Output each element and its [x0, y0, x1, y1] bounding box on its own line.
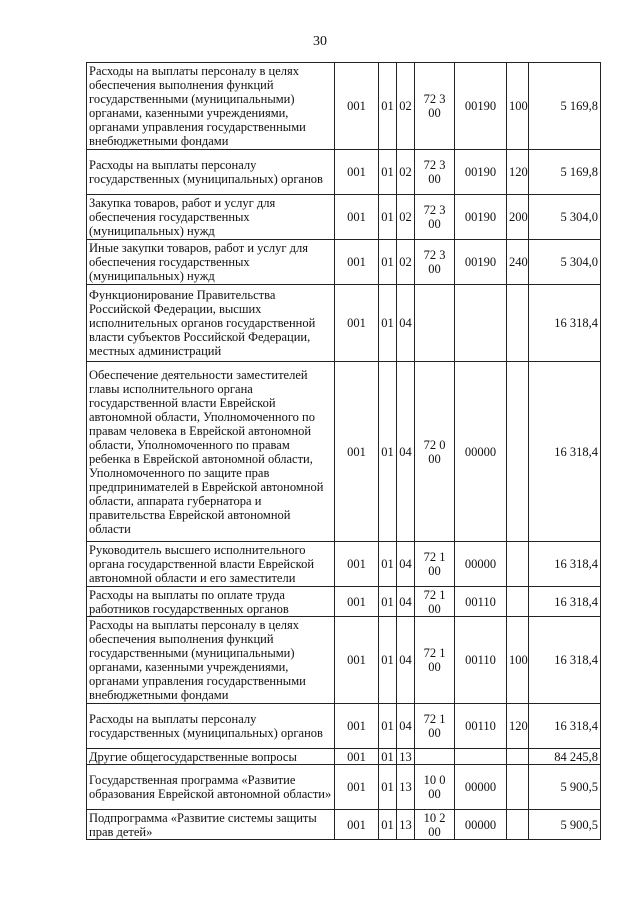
expense-type-code: [507, 362, 529, 542]
direction-code: [455, 749, 507, 765]
amount: 16 318,4: [529, 617, 601, 704]
section-code: 01: [379, 240, 397, 285]
admin-code: 001: [335, 765, 379, 810]
table-row: [87, 240, 601, 285]
table-row: [87, 617, 601, 704]
direction-code: 00190: [455, 150, 507, 195]
section-code: 01: [379, 617, 397, 704]
amount: 16 318,4: [529, 285, 601, 362]
program-code: [415, 749, 455, 765]
direction-code: 00000: [455, 362, 507, 542]
section-code: 01: [379, 362, 397, 542]
subsection-code: 13: [397, 810, 415, 840]
admin-code: 001: [335, 240, 379, 285]
expense-name: Обеспечение деятельности заместителей главы исполнительного органа государственной власти Еврейской автономной области, Уполномоченного по правам человека в Еврейской автономной области, Уполномоченного по правам ребенка в Еврейской автономной области, Уполномоченного по защите прав предпринимателей в Еврейской автономной области, аппарата губернатора и правительства Еврейской автономной области: [87, 362, 335, 542]
program-code: 72 1 00: [415, 542, 455, 587]
section-code: 01: [379, 704, 397, 749]
program-code: 72 3 00: [415, 63, 455, 150]
table-row: [87, 749, 601, 765]
table-row: [87, 542, 601, 587]
amount: 5 169,8: [529, 63, 601, 150]
expense-type-code: [507, 285, 529, 362]
subsection-code: 04: [397, 542, 415, 587]
expense-type-code: 100: [507, 617, 529, 704]
admin-code: 001: [335, 587, 379, 617]
amount: 16 318,4: [529, 704, 601, 749]
expense-type-code: [507, 765, 529, 810]
subsection-code: 04: [397, 617, 415, 704]
admin-code: 001: [335, 810, 379, 840]
table-row: [87, 63, 601, 150]
program-code: 72 3 00: [415, 240, 455, 285]
expense-name: Подпрограмма «Развитие системы защиты прав детей»: [87, 810, 335, 840]
subsection-code: 04: [397, 285, 415, 362]
expense-type-code: 200: [507, 195, 529, 240]
amount: 5 304,0: [529, 240, 601, 285]
table-row: [87, 704, 601, 749]
admin-code: 001: [335, 195, 379, 240]
direction-code: 00190: [455, 63, 507, 150]
direction-code: 00110: [455, 587, 507, 617]
expense-type-code: 100: [507, 63, 529, 150]
amount: 5 304,0: [529, 195, 601, 240]
amount: 5 169,8: [529, 150, 601, 195]
table-row: [87, 150, 601, 195]
table-row: [87, 195, 601, 240]
amount: 5 900,5: [529, 810, 601, 840]
expense-name: Расходы на выплаты персоналу в целях обеспечения выполнения функций государственными (муниципальными) органами, казенными учреждениями, органами управления государственными внебюджетными фондами: [87, 63, 335, 150]
direction-code: 00190: [455, 195, 507, 240]
page-number: 30: [313, 34, 327, 49]
expense-name: Государственная программа «Развитие образования Еврейской автономной области»: [87, 765, 335, 810]
program-code: 72 3 00: [415, 195, 455, 240]
admin-code: 001: [335, 704, 379, 749]
program-code: 72 1 00: [415, 587, 455, 617]
table-row: [87, 362, 601, 542]
direction-code: 00000: [455, 765, 507, 810]
expense-type-code: [507, 810, 529, 840]
admin-code: 001: [335, 617, 379, 704]
program-code: 10 2 00: [415, 810, 455, 840]
expense-name: Функционирование Правительства Российской Федерации, высших исполнительных органов государственной власти субъектов Российской Федерации, местных администраций: [87, 285, 335, 362]
program-code: [415, 285, 455, 362]
table-row: [87, 810, 601, 840]
amount: 16 318,4: [529, 542, 601, 587]
section-code: 01: [379, 195, 397, 240]
program-code: 10 0 00: [415, 765, 455, 810]
expense-name: Иные закупки товаров, работ и услуг для обеспечения государственных (муниципальных) нужд: [87, 240, 335, 285]
section-code: 01: [379, 765, 397, 810]
expense-name: Расходы на выплаты персоналу государственных (муниципальных) органов: [87, 704, 335, 749]
program-code: 72 3 00: [415, 150, 455, 195]
section-code: 01: [379, 150, 397, 195]
direction-code: [455, 285, 507, 362]
expense-name: Другие общегосударственные вопросы: [87, 749, 335, 765]
direction-code: 00190: [455, 240, 507, 285]
direction-code: 00000: [455, 810, 507, 840]
subsection-code: 02: [397, 63, 415, 150]
admin-code: 001: [335, 285, 379, 362]
subsection-code: 04: [397, 704, 415, 749]
expense-type-code: 240: [507, 240, 529, 285]
expense-name: Закупка товаров, работ и услуг для обеспечения государственных (муниципальных) нужд: [87, 195, 335, 240]
section-code: 01: [379, 63, 397, 150]
expense-name: Расходы на выплаты персоналу государственных (муниципальных) органов: [87, 150, 335, 195]
table-row: [87, 765, 601, 810]
budget-table: [86, 62, 601, 840]
section-code: 01: [379, 810, 397, 840]
amount: 84 245,8: [529, 749, 601, 765]
section-code: 01: [379, 285, 397, 362]
subsection-code: 04: [397, 362, 415, 542]
expense-type-code: 120: [507, 150, 529, 195]
section-code: 01: [379, 587, 397, 617]
expense-type-code: [507, 749, 529, 765]
direction-code: 00000: [455, 542, 507, 587]
admin-code: 001: [335, 63, 379, 150]
expense-type-code: [507, 587, 529, 617]
amount: 16 318,4: [529, 587, 601, 617]
direction-code: 00110: [455, 617, 507, 704]
expense-name: Расходы на выплаты по оплате труда работников государственных органов: [87, 587, 335, 617]
subsection-code: 02: [397, 195, 415, 240]
expense-name: Расходы на выплаты персоналу в целях обеспечения выполнения функций государственными (муниципальными) органами, казенными учреждениями, органами управления государственными внебюджетными фондами: [87, 617, 335, 704]
direction-code: 00110: [455, 704, 507, 749]
section-code: 01: [379, 749, 397, 765]
subsection-code: 04: [397, 587, 415, 617]
admin-code: 001: [335, 362, 379, 542]
subsection-code: 02: [397, 150, 415, 195]
subsection-code: 13: [397, 765, 415, 810]
admin-code: 001: [335, 542, 379, 587]
admin-code: 001: [335, 150, 379, 195]
table-row: [87, 285, 601, 362]
subsection-code: 02: [397, 240, 415, 285]
section-code: 01: [379, 542, 397, 587]
expense-type-code: 120: [507, 704, 529, 749]
program-code: 72 1 00: [415, 704, 455, 749]
subsection-code: 13: [397, 749, 415, 765]
table-row: [87, 587, 601, 617]
amount: 5 900,5: [529, 765, 601, 810]
amount: 16 318,4: [529, 362, 601, 542]
admin-code: 001: [335, 749, 379, 765]
program-code: 72 0 00: [415, 362, 455, 542]
expense-name: Руководитель высшего исполнительного органа государственной власти Еврейской автономной области и его заместители: [87, 542, 335, 587]
expense-type-code: [507, 542, 529, 587]
program-code: 72 1 00: [415, 617, 455, 704]
